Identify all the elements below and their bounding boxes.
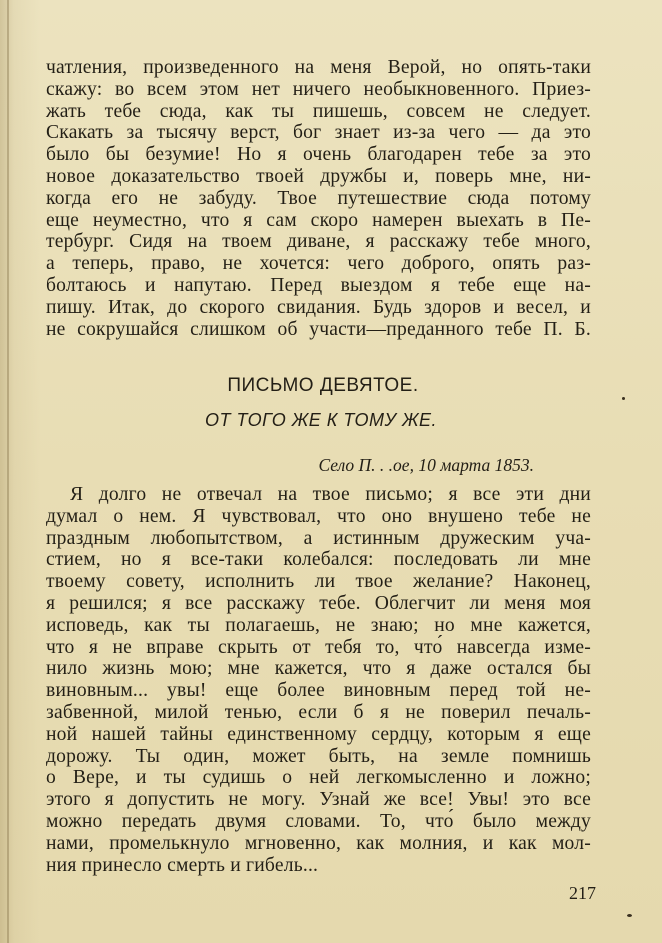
text-line: ной нашей тайны единственному сердцу, которым я еще — [46, 723, 591, 745]
page-spine-edge — [7, 0, 9, 943]
text-line: Скакать за тысячу верст, бог знает из-за чего — да это — [46, 122, 591, 144]
text-line: стием, но я все-таки колебался: последовать ли мне — [46, 549, 591, 571]
text-line: не сокрушайся слишком об участи—преданного тебе П. Б. — [46, 318, 591, 340]
text-line: исповедь, как ты полагаешь, не знаю; но мне кажется, — [46, 614, 591, 636]
letter-heading: ПИСЬМО ДЕВЯТОЕ. — [227, 375, 419, 396]
letter-dateline: Село П. . .ое, 10 марта 1853. — [318, 455, 534, 475]
text-line: думал о нем. Я чувствовал, что оно внушено тебе не — [46, 505, 591, 527]
text-line: дорожу. Ты один, может быть, на земле помнишь — [46, 745, 591, 767]
text-line: болтаюсь и напутаю. Перед выездом я тебе еще на- — [46, 274, 591, 296]
text-line: твоему совету, исполнить ли твое желание? Наконец, — [46, 571, 591, 593]
text-line: нами, промелькнуло мгновенно, как молния, и как мол- — [46, 832, 591, 854]
text-line: было бы безумие! Но я очень благодарен тебе за это — [46, 144, 591, 166]
text-line: новое доказательство твоей дружбы и, поверь мне, ни- — [46, 165, 591, 187]
text-line: забвенной, милой тенью, если б я не поверил печаль- — [46, 701, 591, 723]
text-line: пишу. Итак, до скорого свидания. Будь здоров и весел, и — [46, 296, 591, 318]
text-line: скажу: во всем этом нет ничего необыкновенного. Приез- — [46, 78, 591, 100]
print-speck — [627, 914, 632, 917]
text-line: Я долго не отвечал на твое письмо; я все эти дни — [70, 484, 591, 505]
text-line: а теперь, право, не хочется: чего доброго, опять раз- — [46, 253, 591, 275]
letter-subheading: ОТ ТОГО ЖЕ К ТОМУ ЖЕ. — [204, 410, 438, 430]
text-line: можно передать двумя словами. То, что́ было между — [46, 810, 591, 832]
text-line: что я не вправе скрыть от тебя то, что́ навсегда изме- — [46, 636, 591, 658]
text-line: нило жизнь мою; мне кажется, что я даже остался бы — [46, 658, 591, 680]
text-line: праздным любопытством, а истинным дружеским уча- — [46, 527, 591, 549]
text-line: когда его не забуду. Твое путешествие сюда потому — [46, 187, 591, 209]
text-line: жать тебе сюда, как ты пишешь, совсем не следует. — [46, 100, 591, 122]
text-line: еще неуместно, что я сам скоро намерен выехать в Пе- — [46, 209, 591, 231]
text-line: тербург. Сидя на твоем диване, я расскажу тебе много, — [46, 231, 591, 253]
text-line: я решился; я все расскажу тебе. Облегчит ли меня моя — [46, 592, 591, 614]
letter-closing-paragraph — [46, 57, 591, 340]
text-line: этого я допустить не могу. Узнай же все! Увы! это все — [46, 789, 591, 811]
page-number: 217 — [569, 883, 596, 903]
text-line: о Вере, и ты судишь о ней легкомысленно и ложно; — [46, 767, 591, 789]
text-line: виновным... увы! еще более виновным перед той не- — [46, 680, 591, 702]
text-line: ния принесло смерть и гибель... — [46, 854, 319, 876]
print-speck — [622, 397, 625, 400]
letter-body-paragraph — [46, 484, 591, 876]
text-line: чатления, произведенного на меня Верой, но опять-таки — [46, 57, 591, 78]
